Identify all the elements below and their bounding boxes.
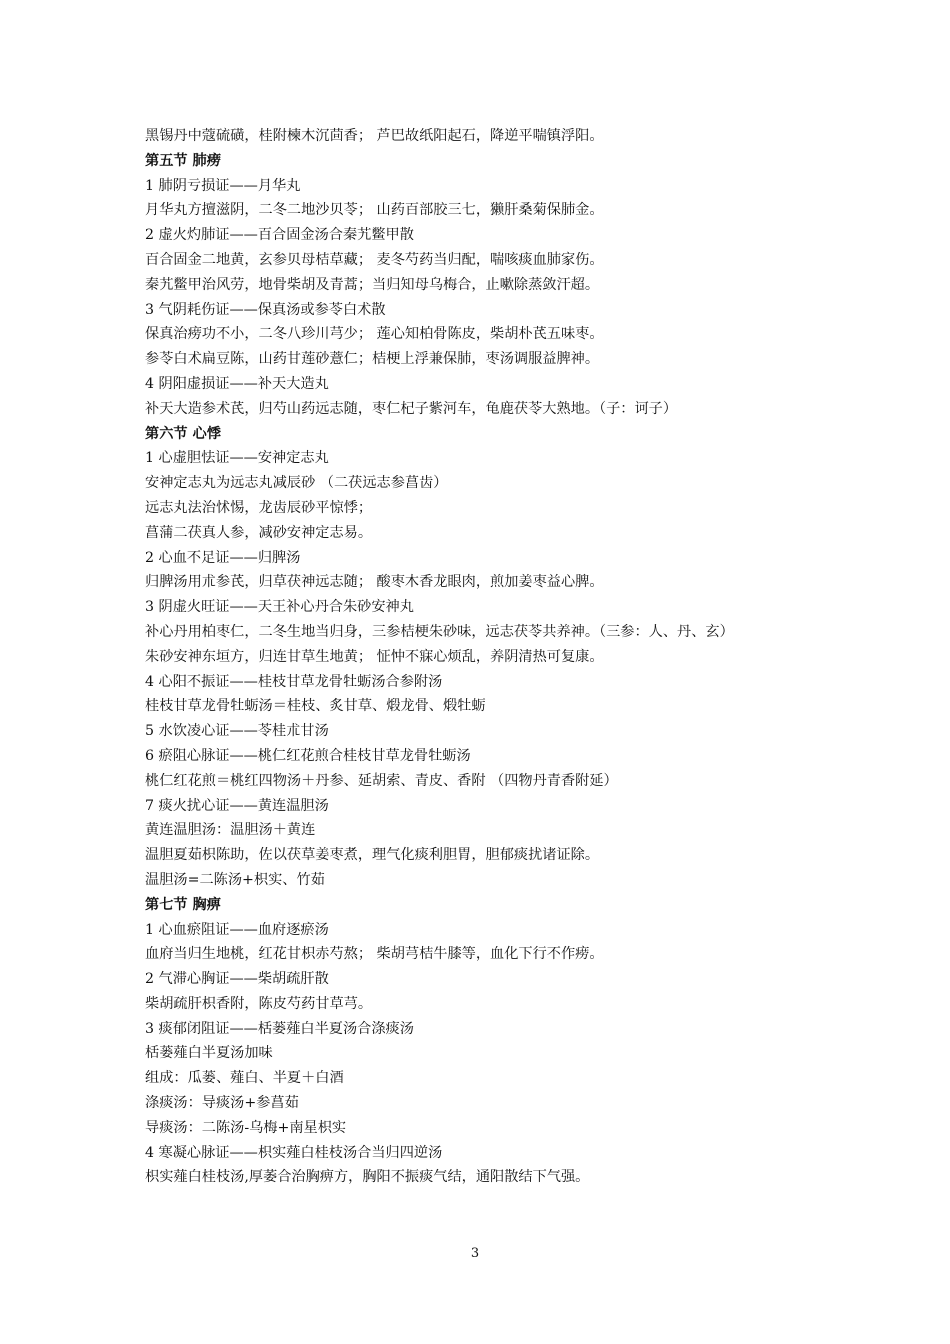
text-line: 2 虚火灼肺证——百合固金汤合秦艽鳖甲散 bbox=[145, 227, 414, 244]
text-line: 朱砂安神东垣方，归连甘草生地黄； 怔忡不寐心烦乱，养阴清热可复康。 bbox=[145, 648, 604, 665]
text-line: 枳实薤白桂枝汤,厚萎合治胸痹方，胸阳不振痰气结，通阳散结下气强。 bbox=[145, 1169, 590, 1186]
text-line: 远志丸法治怵惕，龙齿辰砂平惊悸； bbox=[145, 499, 373, 516]
section-heading: 第六节 心悸 bbox=[145, 425, 221, 442]
text-line: 4 阴阳虚损证——补天大造丸 bbox=[145, 375, 329, 392]
text-line: 补心丹用柏枣仁，二冬生地当归身，三参桔梗朱砂味，远志茯苓共养神。（三参：人、丹、玄） bbox=[145, 623, 734, 640]
page-number: 3 bbox=[470, 1246, 480, 1261]
text-line: 月华丸方擅滋阴，二冬二地沙贝苓； 山药百部胶三七，獭肝桑菊保肺金。 bbox=[145, 202, 604, 219]
text-line: 1 心血瘀阻证——血府逐瘀汤 bbox=[145, 921, 329, 938]
text-line: 3 痰郁闭阻证——栝蒌薤白半夏汤合涤痰汤 bbox=[145, 1020, 414, 1037]
text-line: 1 肺阴亏损证——月华丸 bbox=[145, 177, 301, 194]
section-heading: 第五节 肺痨 bbox=[145, 152, 221, 169]
text-line: 组成：瓜蒌、薤白、半夏＋白酒 bbox=[145, 1070, 344, 1087]
text-line: 4 心阳不振证——桂枝甘草龙骨牡蛎汤合参附汤 bbox=[145, 673, 443, 690]
text-line: 导痰汤：二陈汤-乌梅+南星枳实 bbox=[145, 1119, 347, 1136]
text-line: 桃仁红花煎＝桃红四物汤＋丹参、延胡索、青皮、香附 （四物丹青香附延） bbox=[145, 772, 618, 789]
text-line: 柴胡疏肝枳香附，陈皮芍药甘草芎。 bbox=[145, 995, 373, 1012]
text-line: 黑锡丹中蔻硫磺，桂附楝木沉茴香； 芦巴故纸阳起石，降逆平喘镇浮阳。 bbox=[145, 128, 604, 144]
text-line: 百合固金二地黄，玄参贝母桔草藏； 麦冬芍药当归配，喘咳痰血肺家伤。 bbox=[145, 251, 604, 268]
text-line: 涤痰汤：导痰汤+参菖茹 bbox=[145, 1095, 299, 1112]
section-heading: 第七节 胸痹 bbox=[145, 896, 221, 913]
text-line: 补天大造参术芪，归芍山药远志随，枣仁杞子紫河车，龟鹿茯苓大熟地。（子：诃子） bbox=[145, 400, 678, 417]
text-line: 4 寒凝心脉证——枳实薤白桂枝汤合当归四逆汤 bbox=[145, 1144, 443, 1161]
text-line: 血府当归生地桃，红花甘枳赤芍熬； 柴胡芎桔牛膝等，血化下行不作痨。 bbox=[145, 946, 604, 963]
text-line: 2 心血不足证——归脾汤 bbox=[145, 549, 301, 566]
text-line: 桂枝甘草龙骨牡蛎汤＝桂枝、炙甘草、煅龙骨、煅牡蛎 bbox=[145, 698, 486, 715]
text-line: 3 气阴耗伤证——保真汤或参苓白术散 bbox=[145, 301, 386, 318]
text-line: 黄连温胆汤：温胆汤＋黄连 bbox=[145, 822, 316, 839]
text-line: 温胆汤=二陈汤+枳实、竹茹 bbox=[145, 871, 325, 888]
text-line: 6 瘀阻心脉证——桃仁红花煎合桂枝甘草龙骨牡蛎汤 bbox=[145, 747, 471, 764]
document-body bbox=[145, 124, 825, 1190]
text-line: 1 心虚胆怯证——安神定志丸 bbox=[145, 450, 329, 467]
text-line: 菖蒲二茯真人参，减砂安神定志易。 bbox=[145, 524, 373, 541]
text-line: 温胆夏茹枳陈助，佐以茯草姜枣煮，理气化痰利胆胃，胆郁痰扰诸证除。 bbox=[145, 847, 600, 864]
text-line: 2 气滞心胸证——柴胡疏肝散 bbox=[145, 971, 329, 988]
text-line: 归脾汤用朮参芪，归草茯神远志随； 酸枣木香龙眼肉，煎加姜枣益心脾。 bbox=[145, 574, 604, 591]
text-line: 参苓白术扁豆陈，山药甘莲砂薏仁；桔梗上浮兼保肺，枣汤调服益脾神。 bbox=[145, 351, 600, 368]
text-line: 栝蒌薤白半夏汤加味 bbox=[145, 1045, 273, 1062]
text-line: 秦艽鳖甲治风劳，地骨柴胡及青蒿；当归知母乌梅合，止嗽除蒸敛汗超。 bbox=[145, 276, 600, 293]
text-line: 5 水饮凌心证——苓桂朮甘汤 bbox=[145, 723, 329, 740]
text-line: 保真治痨功不小，二冬八珍川芎少； 莲心知柏骨陈皮，柴胡朴芪五味枣。 bbox=[145, 326, 604, 343]
text-line: 3 阴虚火旺证——天王补心丹合朱砂安神丸 bbox=[145, 599, 414, 616]
text-line: 7 痰火扰心证——黄连温胆汤 bbox=[145, 797, 329, 814]
text-line: 安神定志丸为远志丸减辰砂 （二茯远志参菖齿） bbox=[145, 475, 448, 492]
